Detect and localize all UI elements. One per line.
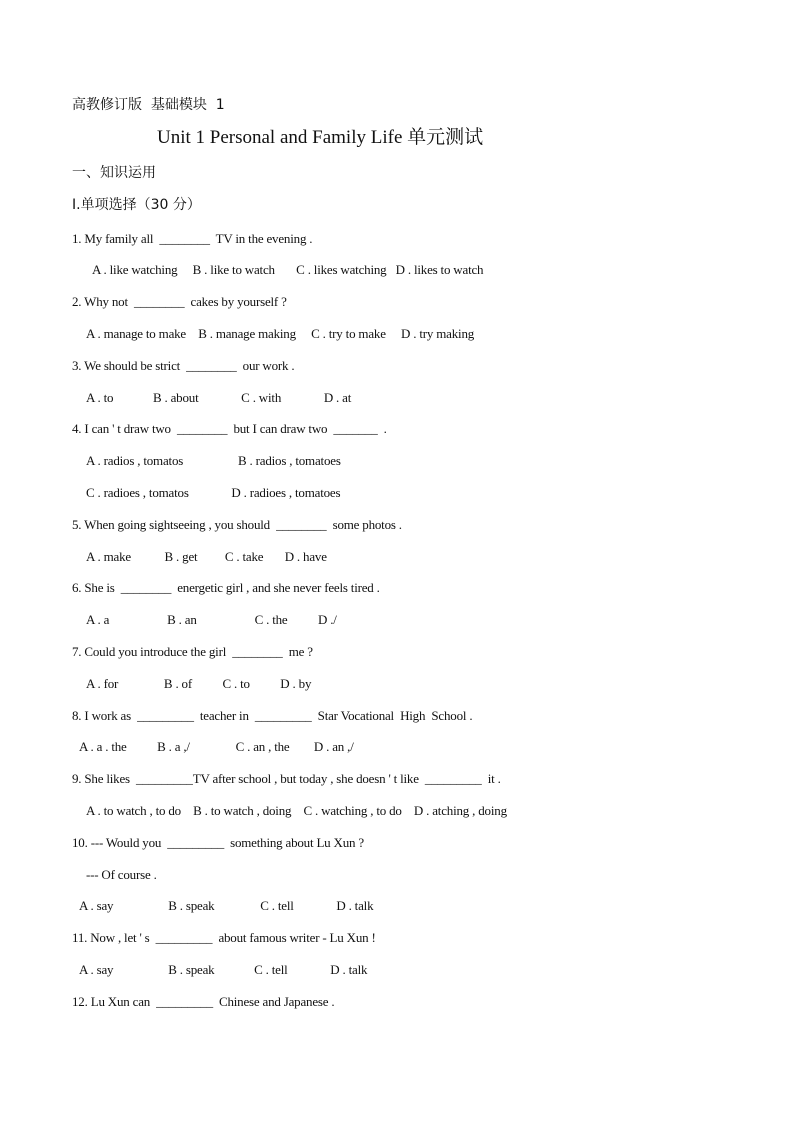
question-6-options: A . a B . an C . the D ./ — [86, 612, 337, 627]
question-10-reply: --- Of course . — [86, 867, 157, 882]
question-1-stem: 1. My family all ________ TV in the evening . — [72, 231, 313, 246]
question-8-stem: 8. I work as _________ teacher in _________ Star Vocational High School . — [72, 708, 473, 723]
question-7-options: A . for B . of C . to D . by — [86, 676, 312, 691]
question-4-options-2: C . radioes , tomatos D . radioes , tomatoes — [86, 485, 341, 500]
question-4-options-1: A . radios , tomatos B . radios , tomatoes — [86, 453, 341, 468]
question-9-options: A . to watch , to do B . to watch , doing C . watching , to do D . atching , doing — [86, 803, 507, 818]
question-7-stem: 7. Could you introduce the girl ________ me ? — [72, 644, 313, 659]
edition-header: 高教修订版 基础模块 1 — [72, 97, 225, 113]
question-3-options: A . to B . about C . with D . at — [86, 390, 352, 405]
question-12-stem: 12. Lu Xun can _________ Chinese and Japanese . — [72, 994, 335, 1009]
question-11-stem: 11. Now , let ' s _________ about famous writer - Lu Xun ! — [72, 930, 376, 945]
question-5-stem: 5. When going sightseeing , you should ________ some photos . — [72, 517, 402, 532]
question-1-options: A . like watching B . like to watch C . likes watching D . likes to watch — [92, 262, 484, 277]
section-heading: 一、知识运用 — [72, 165, 156, 181]
page-title: Unit 1 Personal and Family Life 单元测试 — [157, 127, 484, 148]
question-2-stem: 2. Why not ________ cakes by yourself ? — [72, 294, 287, 309]
question-2-options: A . manage to make B . manage making C . try to make D . try making — [86, 326, 475, 341]
question-10-options: A . say B . speak C . tell D . talk — [79, 898, 374, 913]
part-heading: I.单项选择（30 分） — [72, 197, 201, 213]
question-3-stem: 3. We should be strict ________ our work . — [72, 358, 295, 373]
question-6-stem: 6. She is ________ energetic girl , and she never feels tired . — [72, 580, 380, 595]
question-4-stem: 4. I can ' t draw two ________ but I can draw two _______ . — [72, 421, 387, 436]
question-9-stem: 9. She likes _________TV after school , but today , she doesn ' t like _________ it . — [72, 771, 501, 786]
question-8-options: A . a . the B . a ,/ C . an , the D . an ,/ — [79, 739, 354, 754]
question-5-options: A . make B . get C . take D . have — [86, 549, 327, 564]
question-10-stem: 10. --- Would you _________ something about Lu Xun ? — [72, 835, 364, 850]
question-11-options: A . say B . speak C . tell D . talk — [79, 962, 368, 977]
